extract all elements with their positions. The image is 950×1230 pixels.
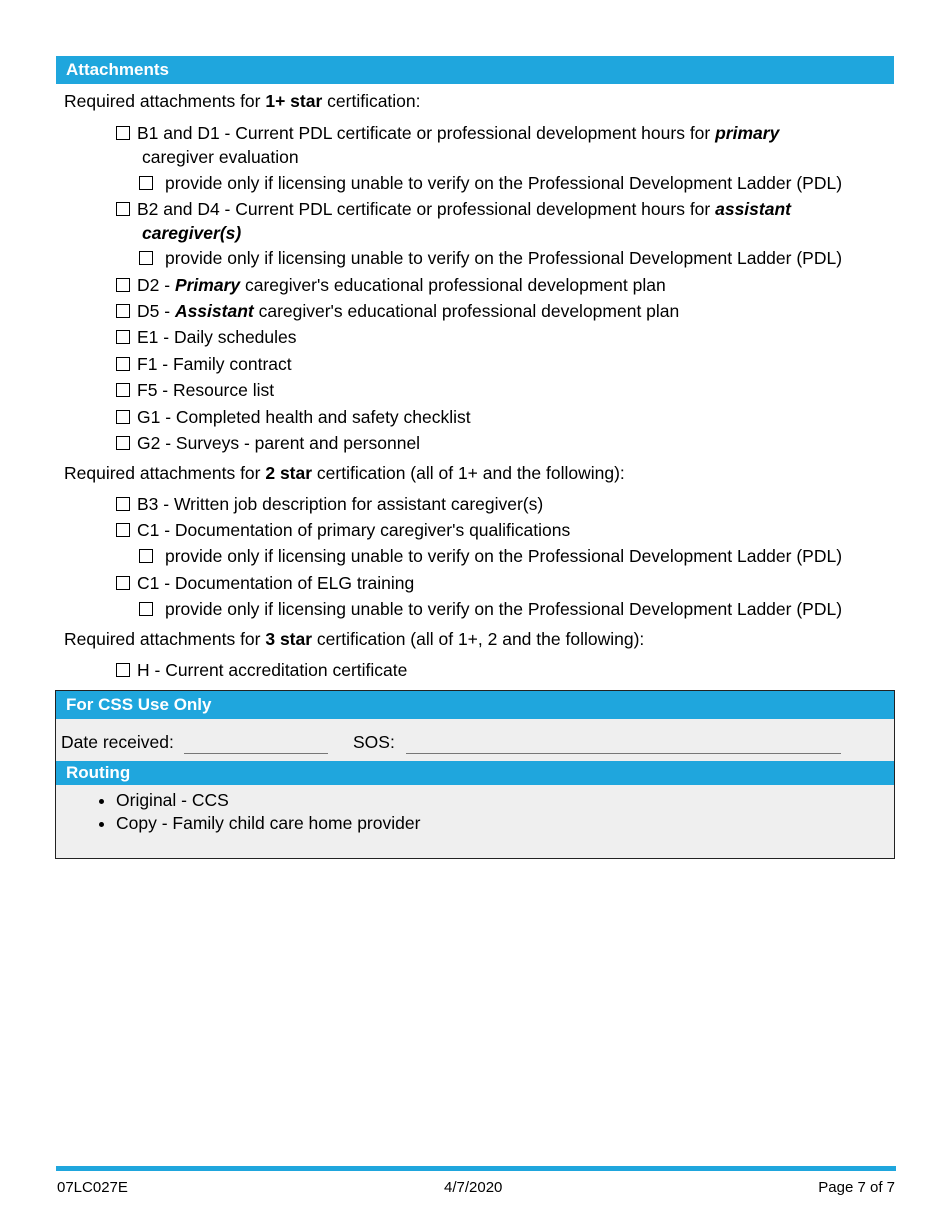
routing-item: • Copy - Family child care home provider	[116, 812, 420, 835]
three-star-intro: Required attachments for 3 star certification (all of 1+, 2 and the following):	[64, 629, 645, 649]
routing-list	[98, 789, 420, 835]
checkbox-item-d5[interactable]: D5 - Assistant caregiver's educational professional development plan	[116, 300, 679, 322]
checkbox-item-f1[interactable]: F1 - Family contract	[116, 353, 292, 375]
two-star-intro: Required attachments for 2 star certification (all of 1+ and the following):	[64, 463, 625, 483]
b1-d1-continuation: caregiver evaluation	[142, 147, 299, 167]
routing-item: • Original - CCS	[116, 789, 420, 812]
b2-d4-continuation: caregiver(s)	[142, 223, 242, 243]
checkbox-item-c1-elg[interactable]: C1 - Documentation of ELG training	[116, 572, 414, 594]
checkbox[interactable]	[139, 602, 153, 616]
checkbox-item-b1-d1-pdl[interactable]: provide only if licensing unable to verify on the Professional Development Ladder (PDL)	[139, 172, 842, 194]
checkbox-item-c1-elg-pdl[interactable]: provide only if licensing unable to verify on the Professional Development Ladder (PDL)	[139, 598, 842, 620]
checkbox-item-d2[interactable]: D2 - Primary caregiver's educational professional development plan	[116, 274, 666, 296]
checkbox-item-b2-d4[interactable]: B2 and D4 - Current PDL certificate or professional development hours for assistant	[116, 198, 791, 220]
checkbox[interactable]	[139, 549, 153, 563]
checkbox-item-e1[interactable]: E1 - Daily schedules	[116, 326, 297, 348]
checkbox-item-b1-d1[interactable]: B1 and D1 - Current PDL certificate or professional development hours for primary	[116, 122, 779, 144]
checkbox[interactable]	[116, 663, 130, 677]
checkbox-item-h[interactable]: H - Current accreditation certificate	[116, 659, 407, 681]
checkbox-item-g2[interactable]: G2 - Surveys - parent and personnel	[116, 432, 420, 454]
checkbox[interactable]	[116, 497, 130, 511]
one-plus-star-intro: Required attachments for 1+ star certification:	[64, 91, 421, 111]
checkbox-item-c1-qualifications[interactable]: C1 - Documentation of primary caregiver's qualifications	[116, 519, 570, 541]
checkbox[interactable]	[116, 410, 130, 424]
checkbox[interactable]	[116, 330, 130, 344]
checkbox[interactable]	[116, 126, 130, 140]
checkbox[interactable]	[116, 278, 130, 292]
checkbox[interactable]	[116, 436, 130, 450]
sos-label: SOS:	[353, 732, 395, 752]
page-number: Page 7 of 7	[818, 1179, 895, 1196]
checkbox[interactable]	[139, 176, 153, 190]
css-use-only-box	[55, 690, 895, 859]
checkbox[interactable]	[116, 202, 130, 216]
checkbox-item-b3[interactable]: B3 - Written job description for assistant caregiver(s)	[116, 493, 543, 515]
form-date: 4/7/2020	[444, 1179, 503, 1196]
css-use-only-header: For CSS Use Only	[56, 691, 894, 719]
sos-field[interactable]	[406, 753, 841, 754]
date-received-label: Date received:	[61, 732, 174, 752]
checkbox[interactable]	[116, 383, 130, 397]
checkbox-item-b2-d4-pdl[interactable]: provide only if licensing unable to verify on the Professional Development Ladder (PDL)	[139, 247, 842, 269]
checkbox-item-c1-qualifications-pdl[interactable]: provide only if licensing unable to verify on the Professional Development Ladder (PDL)	[139, 545, 842, 567]
attachments-header: Attachments	[56, 56, 894, 84]
form-id: 07LC027E	[57, 1179, 128, 1196]
checkbox-item-g1[interactable]: G1 - Completed health and safety checklist	[116, 406, 471, 428]
checkbox[interactable]	[116, 357, 130, 371]
checkbox[interactable]	[116, 523, 130, 537]
date-received-field[interactable]	[184, 753, 328, 754]
checkbox-item-f5[interactable]: F5 - Resource list	[116, 379, 274, 401]
footer-rule	[56, 1166, 896, 1171]
checkbox[interactable]	[116, 304, 130, 318]
checkbox[interactable]	[116, 576, 130, 590]
routing-header: Routing	[56, 761, 894, 785]
checkbox[interactable]	[139, 251, 153, 265]
